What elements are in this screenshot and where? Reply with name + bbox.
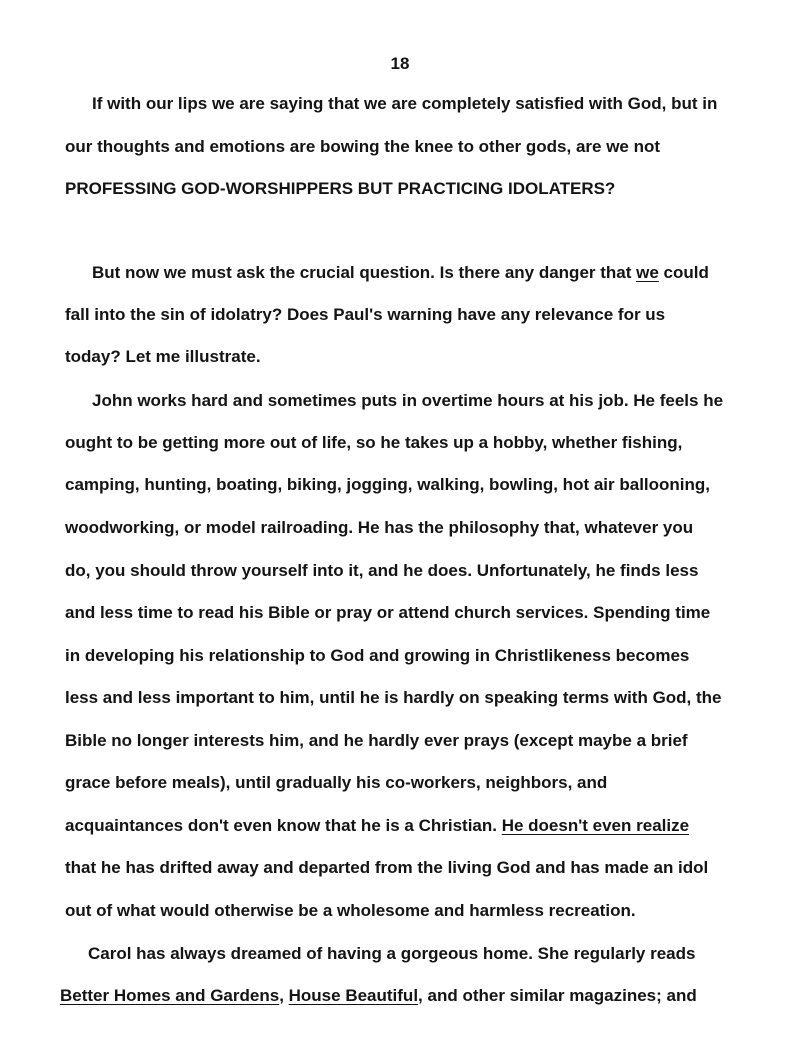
text-run: woodworking, or model railroading. He has the philosophy that, whatever you bbox=[65, 518, 694, 537]
text-line bbox=[65, 603, 710, 623]
text-run: ought to be getting more out of life, so he takes up a hobby, whether fishing, bbox=[65, 433, 683, 452]
text-run: less and less important to him, until he is hardly on speaking terms with God, the bbox=[65, 688, 722, 707]
text-line bbox=[65, 305, 665, 325]
text-line bbox=[65, 688, 722, 708]
text-line bbox=[92, 391, 723, 411]
underlined-word-we: we bbox=[636, 263, 659, 282]
text-line bbox=[65, 518, 693, 538]
text-line bbox=[65, 816, 689, 836]
text-run: , and other similar magazines; and bbox=[418, 986, 697, 1005]
text-line bbox=[65, 433, 682, 453]
text-run: and less time to read his Bible or pray or attend church services. Spending time bbox=[65, 603, 711, 622]
text-run: that he has drifted away and departed from the living God and has made an idol bbox=[65, 858, 709, 877]
text-run: our thoughts and emotions are bowing the knee to other gods, are we not bbox=[65, 137, 661, 156]
text-line bbox=[92, 94, 717, 114]
text-run: Carol has always dreamed of having a gorgeous home. She regularly reads bbox=[88, 944, 696, 963]
text-line bbox=[88, 944, 695, 964]
text-run: today? Let me illustrate. bbox=[65, 347, 261, 366]
text-run: out of what would otherwise be a wholesome and harmless recreation. bbox=[65, 901, 636, 920]
text-run: If with our lips we are saying that we are completely satisfied with God, but in bbox=[92, 94, 718, 113]
text-run: But now we must ask the crucial question. Is there any danger that bbox=[92, 263, 637, 282]
magazine-title: Better Homes and Gardens bbox=[60, 986, 280, 1005]
text-line bbox=[65, 731, 688, 751]
text-run: camping, hunting, boating, biking, jogging, walking, bowling, hot air ballooning, bbox=[65, 475, 711, 494]
text-line bbox=[65, 773, 607, 793]
text-line bbox=[65, 475, 710, 495]
magazine-title: House Beautiful bbox=[288, 986, 419, 1005]
text-run: grace before meals), until gradually his co-workers, neighbors, and bbox=[65, 773, 608, 792]
text-line bbox=[65, 347, 261, 367]
text-line bbox=[65, 137, 660, 157]
text-line bbox=[65, 561, 698, 581]
text-line bbox=[92, 263, 709, 283]
text-line bbox=[60, 986, 697, 1006]
text-run: in developing his relationship to God and growing in Christlikeness becomes bbox=[65, 646, 690, 665]
text-run: acquaintances don't even know that he is a Christian. bbox=[65, 816, 502, 835]
text-line bbox=[65, 179, 615, 199]
text-run: Bible no longer interests him, and he hardly ever prays (except maybe a brief bbox=[65, 731, 688, 750]
page-number: 18 bbox=[390, 54, 410, 73]
text-run: PROFESSING GOD-WORSHIPPERS BUT PRACTICING IDOLATERS? bbox=[65, 179, 616, 198]
text-line bbox=[65, 646, 689, 666]
text-run: could bbox=[658, 263, 709, 282]
text-run: do, you should throw yourself into it, and he does. Unfortunately, he finds less bbox=[65, 561, 699, 580]
text-line bbox=[65, 901, 636, 921]
text-run: John works hard and sometimes puts in overtime hours at his job. He feels he bbox=[92, 391, 724, 410]
text-run: , bbox=[279, 986, 289, 1005]
text-line bbox=[65, 858, 708, 878]
underlined-phrase: He doesn't even realize bbox=[501, 816, 690, 835]
text-run: fall into the sin of idolatry? Does Paul's warning have any relevance for us bbox=[65, 305, 666, 324]
